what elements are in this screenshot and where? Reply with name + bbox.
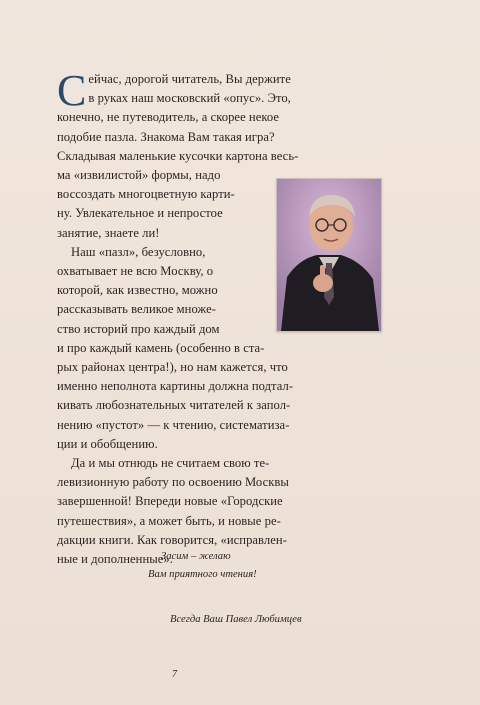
closing-line-2: Вам приятного чтения!: [148, 569, 257, 580]
text-line: левизионную работу по освоению Москвы: [57, 475, 289, 490]
text-line: ные и дополненные».: [57, 552, 173, 567]
text-line: Да и мы отнюдь не считаем свою те-: [71, 456, 270, 471]
text-line: дакции книги. Как говорится, «исправлен-: [57, 532, 287, 547]
text-line: кивать любознательных читателей к запол-: [57, 398, 291, 413]
text-line: рых районах центра!), но нам кажется, что: [57, 360, 288, 375]
text-line: подобие пазла. Знакома Вам такая игра?: [57, 129, 275, 144]
text-line: Складывая маленькие кусочки картона весь-: [57, 148, 299, 163]
text-line: нению «пустот» — к чтению, систематиза-: [57, 417, 290, 432]
text-line: ну. Увлекательное и непростое: [57, 206, 223, 221]
text-line: охватывает не всю Москву, о: [57, 264, 214, 279]
text-line: путешествия», а может быть, и новые ре-: [57, 513, 281, 528]
text-line: ма «извилистой» формы, надо: [57, 168, 221, 183]
author-portrait-photo: [276, 178, 382, 332]
text-line: Наш «пазл», безусловно,: [71, 244, 206, 259]
portrait-icon: [277, 179, 381, 331]
text-line: занятие, знаете ли!: [57, 225, 160, 240]
text-line: именно неполнота картины должна подтал-: [57, 379, 294, 394]
text-line: воссоздать многоцветную карти-: [57, 187, 235, 202]
text-line: и про каждый камень (особенно в ста-: [57, 340, 265, 355]
page-number: 7: [172, 669, 177, 680]
text-line: ство историй про каждый дом: [57, 321, 220, 336]
text-line: в руках наш московский «опус». Это,: [88, 91, 291, 106]
author-signature: Всегда Ваш Павел Любимцев: [170, 614, 302, 625]
text-line: рассказывать великое множе-: [57, 302, 216, 317]
text-line: которой, как известно, можно: [57, 283, 218, 298]
text-line: ции и обобщению.: [57, 436, 158, 451]
text-line: ейчас, дорогой читатель, Вы держите: [88, 72, 291, 86]
drop-cap: С: [57, 66, 87, 115]
text-line: конечно, не путеводитель, а скорее некое: [57, 110, 280, 125]
closing-line-1: Засим – желаю: [161, 551, 231, 562]
text-line: завершенной! Впереди новые «Городские: [57, 494, 283, 509]
